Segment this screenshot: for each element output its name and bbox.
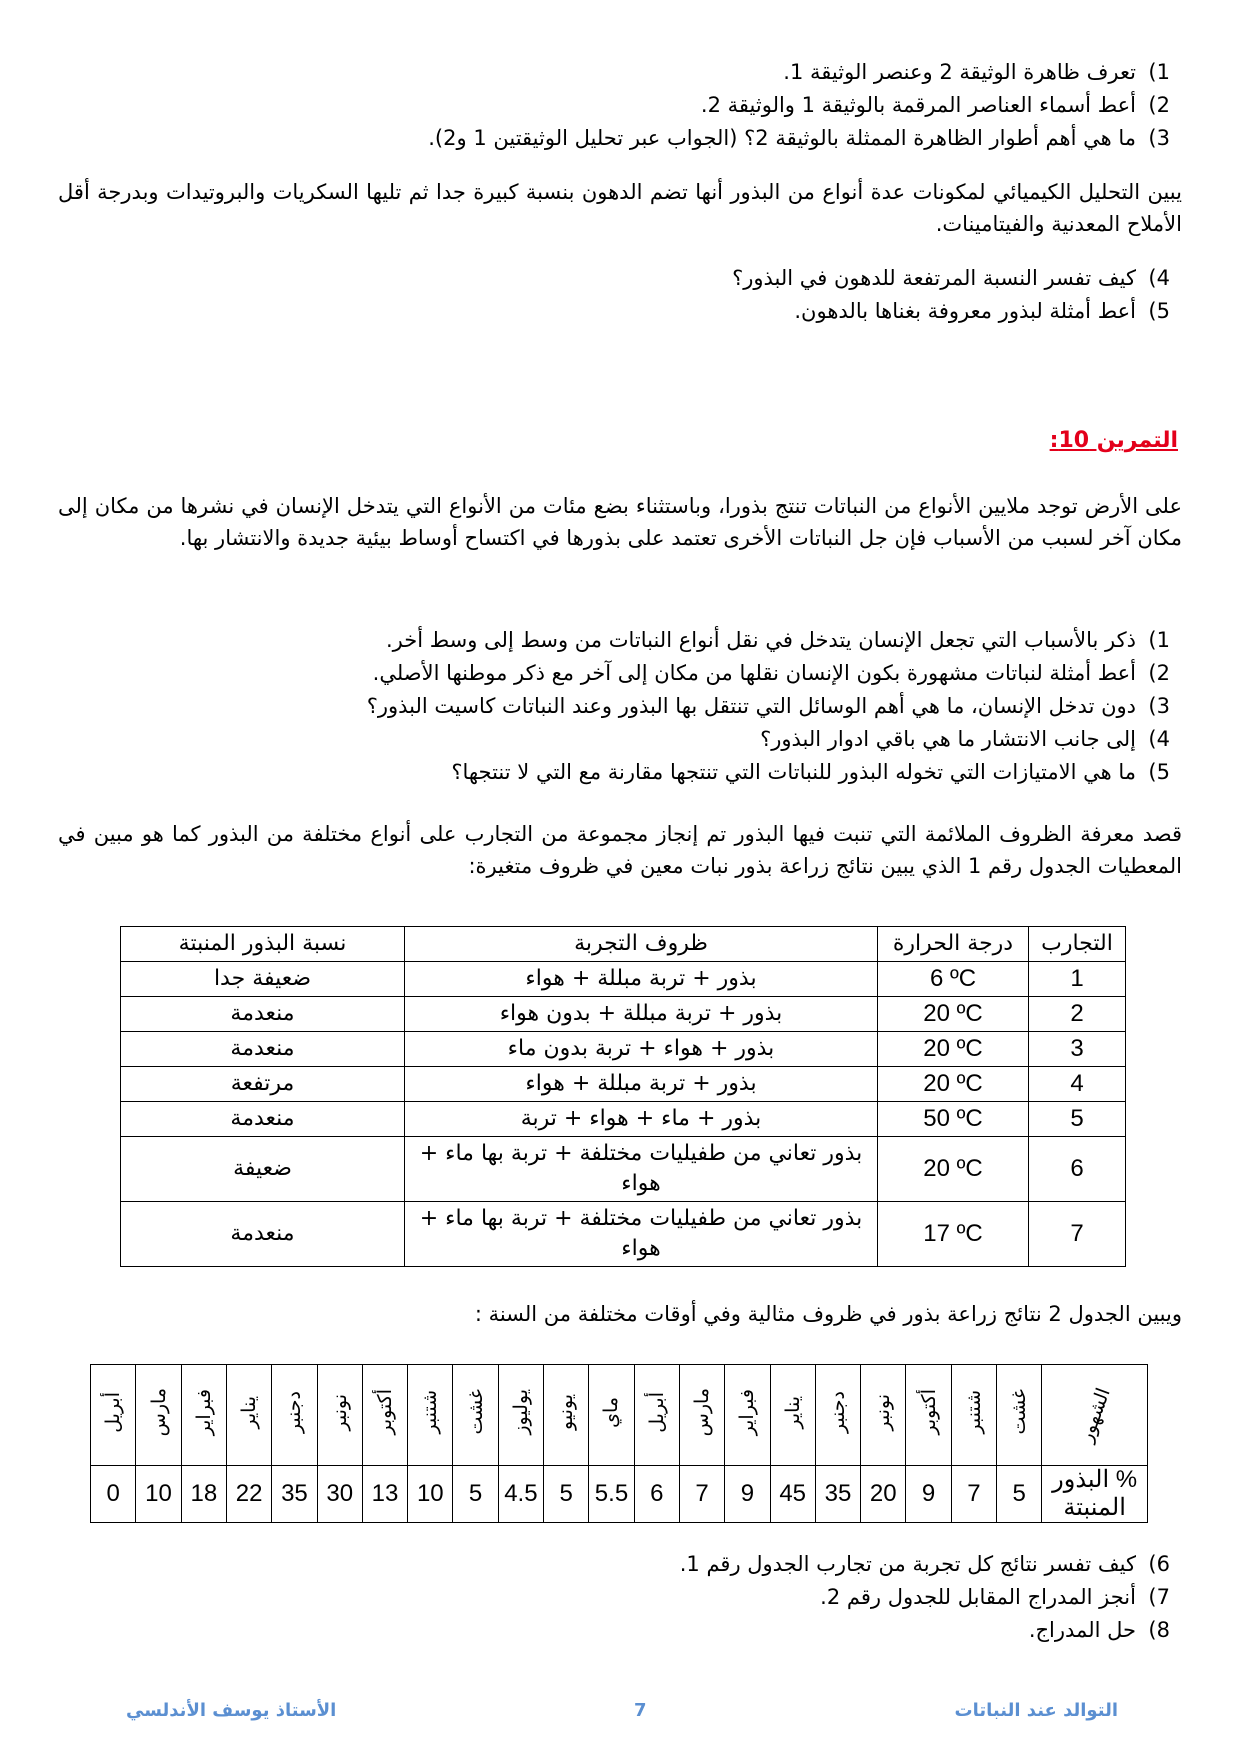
month-header-cell: [362, 1365, 407, 1466]
trial-cell: 4: [1029, 1067, 1126, 1102]
month-label: أكتوبر: [374, 1389, 396, 1435]
questions-exercise-10: [58, 624, 1170, 789]
ratio-cell: مرتفعة: [121, 1067, 405, 1102]
question-item: [58, 56, 1170, 89]
table-row: [121, 1067, 1126, 1102]
months-label-cell: [1042, 1365, 1148, 1466]
question-item: [58, 1614, 1170, 1647]
month-label: ماي: [600, 1396, 623, 1428]
table-row: [121, 1202, 1126, 1267]
question-text: تعرف ظاهرة الوثيقة 2 وعنصر الوثيقة 1.: [783, 60, 1136, 84]
month-label: غشت: [1008, 1389, 1031, 1435]
month-label: أبريل: [645, 1391, 668, 1433]
month-label: شتنبر: [419, 1390, 442, 1434]
question-number: 8): [1148, 1618, 1170, 1642]
trial-cell: 2: [1029, 997, 1126, 1032]
conditions-cell: بذور + تربة مبللة + بدون هواء: [405, 997, 878, 1032]
table-germination-conditions: [120, 926, 1126, 1267]
question-text: دون تدخل الإنسان، ما هي أهم الوسائل التي تنتقل بها البذور وعند النباتات كاسيت البذور؟: [366, 694, 1136, 718]
percent-value-cell: 7: [679, 1466, 724, 1523]
table-row: [121, 997, 1126, 1032]
month-label: فبراير: [192, 1388, 215, 1436]
table-row: [121, 1137, 1126, 1202]
percent-value-cell: 18: [181, 1466, 226, 1523]
questions-top: [58, 56, 1170, 155]
trial-cell: 7: [1029, 1202, 1126, 1267]
question-item: [58, 690, 1170, 723]
header-ratio: نسبة البذور المنبتة: [121, 927, 405, 962]
question-text: ما هي الامتيازات التي تخوله البذور للنباتات التي تنتجها مقارنة مع التي لا تنتجها؟: [451, 760, 1136, 784]
question-item: [58, 295, 1170, 328]
table-row: [121, 1032, 1126, 1067]
paragraph-fats: يبين التحليل الكيميائي لمكونات عدة أنواع من البذور أنها تضم الدهون بنسبة كبيرة جدا ثم تليها السكريات والبروتيدات وبدرجة أقل الأملاح المعدنية والفيتامينات.: [58, 180, 1182, 236]
conditions-cell: بذور + ماء + هواء + تربة: [405, 1102, 878, 1137]
percent-value-cell: 7: [951, 1466, 996, 1523]
month-header-cell: [997, 1365, 1042, 1466]
percent-value-cell: 9: [725, 1466, 770, 1523]
header-trial: التجارب: [1029, 927, 1126, 962]
month-label: يونيو: [555, 1394, 578, 1430]
percent-value-cell: 35: [272, 1466, 317, 1523]
question-number: 4): [1148, 266, 1170, 290]
questions-bottom: [58, 1548, 1170, 1647]
month-header-cell: [725, 1365, 770, 1466]
question-item: [58, 122, 1170, 155]
percent-value-cell: 10: [136, 1466, 181, 1523]
table-row: [121, 962, 1126, 997]
conditions-cell: بذور + هواء + تربة بدون ماء: [405, 1032, 878, 1067]
footer-page-number: 7: [634, 1700, 647, 1721]
footer-course: التوالد عند النباتات: [954, 1700, 1118, 1721]
month-header-cell: [498, 1365, 543, 1466]
percent-value-cell: 5: [453, 1466, 498, 1523]
month-label: يناير: [238, 1395, 261, 1429]
temperature-cell: 50 ºC: [878, 1102, 1029, 1137]
month-label: نونبر: [872, 1393, 895, 1431]
trial-cell: 6: [1029, 1137, 1126, 1202]
percent-value-cell: 30: [317, 1466, 362, 1523]
question-number: 2): [1148, 661, 1170, 685]
month-header-cell: [679, 1365, 724, 1466]
month-header-cell: [453, 1365, 498, 1466]
question-number: 3): [1148, 694, 1170, 718]
month-header-cell: [906, 1365, 951, 1466]
table-row: [121, 1102, 1126, 1137]
month-label: مارس: [691, 1387, 714, 1437]
month-header-cell: [634, 1365, 679, 1466]
percent-value-cell: 10: [408, 1466, 453, 1523]
month-header-cell: [951, 1365, 996, 1466]
month-label: يناير: [781, 1395, 804, 1429]
ratio-cell: منعدمة: [121, 1102, 405, 1137]
question-item: [58, 1548, 1170, 1581]
ratio-cell: منعدمة: [121, 1032, 405, 1067]
percent-value-cell: 13: [362, 1466, 407, 1523]
month-header-cell: [181, 1365, 226, 1466]
month-header-cell: [317, 1365, 362, 1466]
conditions-cell: بذور تعاني من طفيليات مختلفة + تربة بها ماء + هواء: [405, 1202, 878, 1267]
question-text: أعط أسماء العناصر المرقمة بالوثيقة 1 والوثيقة 2.: [700, 93, 1136, 117]
questions-mid: [58, 262, 1170, 328]
month-label: نونبر: [328, 1393, 351, 1431]
question-item: [58, 1581, 1170, 1614]
month-header-cell: [770, 1365, 815, 1466]
trial-cell: 5: [1029, 1102, 1126, 1137]
month-header-cell: [136, 1365, 181, 1466]
percent-value-cell: 20: [861, 1466, 906, 1523]
temperature-cell: 20 ºC: [878, 1067, 1029, 1102]
conditions-cell: بذور + تربة مبللة + هواء: [405, 962, 878, 997]
question-text: أعط أمثلة لبذور معروفة بغناها بالدهون.: [794, 299, 1136, 323]
ratio-cell: منعدمة: [121, 1202, 405, 1267]
month-header-cell: [408, 1365, 453, 1466]
percent-value-cell: 0: [91, 1466, 136, 1523]
trial-cell: 3: [1029, 1032, 1126, 1067]
temperature-cell: 6 ºC: [878, 962, 1029, 997]
months-label: الشهور: [1074, 1385, 1115, 1445]
question-item: [58, 262, 1170, 295]
month-header-cell: [861, 1365, 906, 1466]
question-item: [58, 624, 1170, 657]
question-number: 3): [1148, 126, 1170, 150]
question-item: [58, 89, 1170, 122]
month-header-cell: [544, 1365, 589, 1466]
question-text: أنجز المدراج المقابل للجدول رقم 2.: [820, 1585, 1136, 1609]
month-header-cell: [589, 1365, 634, 1466]
percent-value-cell: 45: [770, 1466, 815, 1523]
question-number: 5): [1148, 299, 1170, 323]
temperature-cell: 20 ºC: [878, 997, 1029, 1032]
question-number: 6): [1148, 1552, 1170, 1576]
month-header-cell: [815, 1365, 860, 1466]
question-text: أعط أمثلة لنباتات مشهورة بكون الإنسان نقلها من مكان إلى آخر مع ذكر موطنها الأصلي.: [372, 661, 1136, 685]
question-number: 5): [1148, 760, 1170, 784]
question-item: [58, 657, 1170, 690]
paragraph-germination: قصد معرفة الظروف الملائمة التي تنبت فيها البذور تم إنجاز مجموعة من التجارب على أنواع مختلفة من البذور كما هو مبين في المعطيات الجدول رقم 1 الذي يبين نتائج زراعة بذور نبات معين في ظروف متغيرة:: [58, 822, 1182, 878]
exercise-title: التمرين 10:: [1049, 428, 1178, 453]
ratio-cell: منعدمة: [121, 997, 405, 1032]
question-text: ذكر بالأسباب التي تجعل الإنسان يتدخل في نقل أنواع النباتات من وسط إلى وسط أخر.: [385, 628, 1136, 652]
question-number: 1): [1148, 628, 1170, 652]
paragraph-seeds-spread: على الأرض توجد ملايين الأنواع من النباتات تنتج بذورا، وباستثناء بضع مئات من الأنواع التي يتدخل الإنسان في نشرها من مكان إلى مكان آخر لسبب من الأسباب فإن جل النباتات الأخرى تعتمد على بذورها في اكتساح أوساط بيئية جديدة والانتشار بها.: [58, 494, 1182, 550]
month-label: أكتوبر: [917, 1389, 940, 1435]
header-conditions: ظروف التجربة: [405, 927, 878, 962]
percent-value-cell: 4.5: [498, 1466, 543, 1523]
question-number: 7): [1148, 1585, 1170, 1609]
month-label: شتنبر: [962, 1390, 985, 1434]
month-label: أبريل: [102, 1391, 125, 1433]
temperature-cell: 20 ºC: [878, 1137, 1029, 1202]
header-temperature: درجة الحرارة: [878, 927, 1029, 962]
question-item: [58, 756, 1170, 789]
conditions-cell: بذور تعاني من طفيليات مختلفة + تربة بها ماء + هواء: [405, 1137, 878, 1202]
question-text: كيف تفسر النسبة المرتفعة للدهون في البذور؟: [732, 266, 1136, 290]
percent-value-cell: 5: [997, 1466, 1042, 1523]
question-text: إلى جانب الانتشار ما هي باقي ادوار البذور؟: [760, 727, 1136, 751]
table-monthly-germination: [90, 1364, 1148, 1523]
percent-value-cell: 35: [815, 1466, 860, 1523]
month-label: فبراير: [736, 1388, 759, 1436]
month-label: دجنبر: [283, 1390, 306, 1434]
percent-value-cell: 6: [634, 1466, 679, 1523]
question-number: 1): [1148, 60, 1170, 84]
month-label: دجنبر: [826, 1390, 849, 1434]
month-header-cell: [272, 1365, 317, 1466]
question-text: حل المدراج.: [1028, 1618, 1136, 1642]
conditions-cell: بذور + تربة مبللة + هواء: [405, 1067, 878, 1102]
question-text: ما هي أهم أطوار الظاهرة الممثلة بالوثيقة 2؟ (الجواب عبر تحليل الوثيقتين 1 و2).: [428, 126, 1136, 150]
question-number: 4): [1148, 727, 1170, 751]
question-number: 2): [1148, 93, 1170, 117]
footer-author: الأستاذ يوسف الأندلسي: [126, 1700, 337, 1721]
month-label: غشت: [464, 1389, 487, 1435]
month-label: مارس: [147, 1387, 170, 1437]
ratio-cell: ضعيفة جدا: [121, 962, 405, 997]
month-header-cell: [91, 1365, 136, 1466]
trial-cell: 1: [1029, 962, 1126, 997]
paragraph-table2-intro: ويبين الجدول 2 نتائج زراعة بذور في ظروف مثالية وفي أوقات مختلفة من السنة :: [474, 1302, 1182, 1326]
percent-label: % البذور المنبتة: [1042, 1466, 1148, 1523]
percent-value-cell: 5: [544, 1466, 589, 1523]
percent-value-cell: 5.5: [589, 1466, 634, 1523]
temperature-cell: 17 ºC: [878, 1202, 1029, 1267]
month-header-cell: [226, 1365, 271, 1466]
ratio-cell: ضعيفة: [121, 1137, 405, 1202]
question-item: [58, 723, 1170, 756]
month-label: يوليوز: [509, 1389, 532, 1435]
temperature-cell: 20 ºC: [878, 1032, 1029, 1067]
percent-value-cell: 22: [226, 1466, 271, 1523]
question-text: كيف تفسر نتائج كل تجربة من تجارب الجدول رقم 1.: [679, 1552, 1136, 1576]
percent-value-cell: 9: [906, 1466, 951, 1523]
